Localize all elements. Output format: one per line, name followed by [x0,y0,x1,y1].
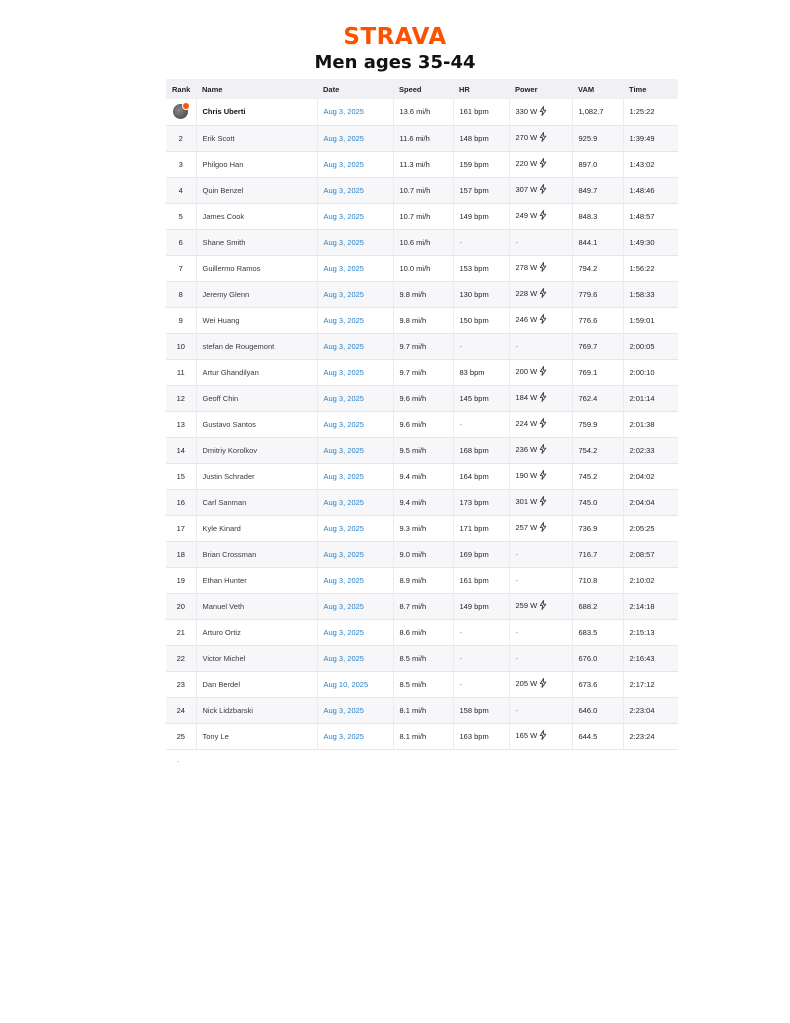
hr-cell: - [453,411,509,437]
athlete-name-link[interactable]: Kyle Kinard [196,515,317,541]
activity-date-link[interactable]: Aug 3, 2025 [317,203,393,229]
vam-cell: 769.7 [572,333,623,359]
table-row[interactable] [166,619,678,645]
power-value: - [515,341,518,351]
table-row[interactable] [166,593,678,619]
table-row[interactable] [166,463,678,489]
rank-cell: 12 [176,393,185,403]
athlete-name-link[interactable]: Victor Michel [196,645,317,671]
speed-cell: 11.6 mi/h [393,125,453,151]
athlete-name-link[interactable]: Dan Berdel [196,671,317,697]
athlete-name-link[interactable]: Justin Schrader [196,463,317,489]
athlete-name-link[interactable]: Carl Sanman [196,489,317,515]
table-row[interactable] [166,671,678,697]
table-row[interactable] [166,125,678,151]
time-cell: 1:43:02 [623,151,678,177]
vam-cell: 849.7 [572,177,623,203]
vam-cell: 676.0 [572,645,623,671]
power-value: - [515,549,518,559]
power-cell [509,333,572,359]
rank-cell [166,99,196,125]
time-cell: 2:23:04 [623,697,678,723]
athlete-name-link[interactable]: Jeremy Glenn [196,281,317,307]
power-value: 301 W [515,496,538,506]
time-cell: 2:02:33 [623,437,678,463]
speed-cell: 9.7 mi/h [393,333,453,359]
power-value: 259 W [515,600,538,610]
power-value: 228 W [515,288,538,298]
divider [177,761,179,762]
vam-cell: 683.5 [572,619,623,645]
lightning-bolt-icon [539,522,547,534]
table-row[interactable] [166,515,678,541]
power-value: 249 W [515,210,538,220]
lightning-bolt-icon [539,444,547,456]
power-value: - [515,653,518,663]
time-cell: 2:01:38 [623,411,678,437]
speed-cell: 9.5 mi/h [393,437,453,463]
time-cell: 2:04:02 [623,463,678,489]
speed-cell: 9.8 mi/h [393,281,453,307]
power-value: 205 W [515,678,538,688]
activity-date-link[interactable]: Aug 3, 2025 [317,307,393,333]
time-cell: 2:14:18 [623,593,678,619]
power-cell [509,359,572,385]
vam-cell: 762.4 [572,385,623,411]
power-cell [509,567,572,593]
activity-date-link[interactable]: Aug 3, 2025 [317,177,393,203]
lightning-bolt-icon [539,418,547,430]
speed-cell: 9.3 mi/h [393,515,453,541]
athlete-name-link[interactable]: Artur Ghandilyan [196,359,317,385]
athlete-name-link[interactable]: James Cook [196,203,317,229]
speed-cell: 8.1 mi/h [393,697,453,723]
vam-cell: 844.1 [572,229,623,255]
speed-cell: 9.4 mi/h [393,489,453,515]
lightning-bolt-icon [539,106,547,118]
time-cell: 1:49:30 [623,229,678,255]
time-cell: 1:58:33 [623,281,678,307]
hr-cell: 157 bpm [453,177,509,203]
hr-cell: 153 bpm [453,255,509,281]
vam-cell: 716.7 [572,541,623,567]
activity-date-link[interactable]: Aug 3, 2025 [317,463,393,489]
hr-cell: - [453,645,509,671]
speed-cell: 13.6 mi/h [393,99,453,125]
activity-date-link[interactable]: Aug 3, 2025 [317,411,393,437]
time-cell: 1:25:22 [623,99,678,125]
table-row[interactable] [166,151,678,177]
athlete-name-link[interactable]: Philgoo Han [196,151,317,177]
vam-cell: 848.3 [572,203,623,229]
time-cell: 2:00:05 [623,333,678,359]
rank-cell: 22 [176,653,185,663]
leaderboard-body [166,99,678,749]
power-cell [509,385,572,411]
hr-cell: 171 bpm [453,515,509,541]
power-cell [509,515,572,541]
activity-date-link[interactable]: Aug 3, 2025 [317,567,393,593]
vam-cell: 759.9 [572,411,623,437]
power-cell [509,307,572,333]
table-row[interactable] [166,437,678,463]
hr-cell: 169 bpm [453,541,509,567]
header-name: Name [202,84,223,94]
table-header-row [166,79,678,99]
power-cell [509,541,572,567]
speed-cell: 10.7 mi/h [393,177,453,203]
vam-cell: 794.2 [572,255,623,281]
table-row[interactable] [166,177,678,203]
activity-date-link[interactable]: Aug 3, 2025 [317,125,393,151]
athlete-name-link[interactable]: Tony Le [196,723,317,749]
power-cell [509,99,572,125]
activity-date-link[interactable]: Aug 3, 2025 [317,437,393,463]
time-cell: 1:48:57 [623,203,678,229]
rank-cell: 9 [178,315,183,325]
power-cell [509,489,572,515]
table-row[interactable] [166,229,678,255]
header-time: Time [629,84,647,94]
power-value: 246 W [515,314,538,324]
time-cell: 2:23:24 [623,723,678,749]
lightning-bolt-icon [539,184,547,196]
hr-cell: - [453,333,509,359]
table-row[interactable] [166,567,678,593]
time-cell: 1:59:01 [623,307,678,333]
power-value: 257 W [515,522,538,532]
rank-cell: 13 [176,419,185,429]
power-value: - [515,237,518,247]
vam-cell: 776.6 [572,307,623,333]
time-cell: 2:15:13 [623,619,678,645]
hr-cell: 168 bpm [453,437,509,463]
hr-cell: 83 bpm [453,359,509,385]
hr-cell: - [453,619,509,645]
lightning-bolt-icon [539,314,547,326]
vam-cell: 897.0 [572,151,623,177]
hr-cell: 158 bpm [453,697,509,723]
athlete-name-link[interactable]: Chris Uberti [196,99,317,125]
power-value: 220 W [515,158,538,168]
power-value: 236 W [515,444,538,454]
power-cell [509,697,572,723]
power-cell [509,125,572,151]
rank-cell: 5 [178,211,183,221]
speed-cell: 8.5 mi/h [393,645,453,671]
vam-cell: 688.2 [572,593,623,619]
header-vam: VAM [578,84,595,94]
rank-cell: 23 [176,679,185,689]
power-cell [509,229,572,255]
speed-cell: 8.1 mi/h [393,723,453,749]
activity-date-link[interactable]: Aug 3, 2025 [317,619,393,645]
time-cell: 2:05:25 [623,515,678,541]
time-cell: 2:16:43 [623,645,678,671]
table-row[interactable] [166,333,678,359]
lightning-bolt-icon [539,366,547,378]
activity-date-link[interactable]: Aug 10, 2025 [317,671,393,697]
hr-cell: - [453,229,509,255]
vam-cell: 769.1 [572,359,623,385]
speed-cell: 9.0 mi/h [393,541,453,567]
activity-date-link[interactable]: Aug 3, 2025 [317,255,393,281]
power-cell [509,437,572,463]
athlete-name-link[interactable]: Arturo Ortiz [196,619,317,645]
power-value: 165 W [515,730,538,740]
speed-cell: 8.5 mi/h [393,671,453,697]
speed-cell: 9.7 mi/h [393,359,453,385]
power-cell [509,255,572,281]
activity-date-link[interactable]: Aug 3, 2025 [317,99,393,125]
speed-cell: 8.6 mi/h [393,619,453,645]
table-row[interactable] [166,541,678,567]
power-value: 330 W [515,106,538,116]
hr-cell: 149 bpm [453,593,509,619]
speed-cell: 9.6 mi/h [393,411,453,437]
vam-cell: 745.2 [572,463,623,489]
power-value: 307 W [515,184,538,194]
rank-cell: 17 [176,523,185,533]
vam-cell: 745.0 [572,489,623,515]
rank-cell: 2 [178,133,183,143]
power-cell [509,645,572,671]
rank-cell: 14 [176,445,185,455]
time-cell: 2:04:04 [623,489,678,515]
avatar-icon[interactable] [173,104,188,119]
activity-date-link[interactable]: Aug 3, 2025 [317,281,393,307]
rank-cell: 10 [176,341,185,351]
hr-cell: 149 bpm [453,203,509,229]
speed-cell: 9.4 mi/h [393,463,453,489]
power-cell [509,177,572,203]
table-row[interactable] [166,385,678,411]
rank-cell: 21 [176,627,185,637]
time-cell: 2:00:10 [623,359,678,385]
vam-cell: 779.6 [572,281,623,307]
vam-cell: 710.8 [572,567,623,593]
strava-logo: STRAVA [343,24,447,50]
rank-cell: 3 [178,159,183,169]
power-value: - [515,627,518,637]
table-row[interactable] [166,281,678,307]
rank-cell: 7 [178,263,183,273]
lightning-bolt-icon [539,288,547,300]
athlete-name-link[interactable]: Dmitriy Korolkov [196,437,317,463]
activity-date-link[interactable]: Aug 3, 2025 [317,515,393,541]
activity-date-link[interactable]: Aug 3, 2025 [317,489,393,515]
badge-dot [182,102,190,110]
athlete-name-link[interactable]: Brian Crossman [196,541,317,567]
power-value: - [515,705,518,715]
header-power: Power [515,84,538,94]
header-speed: Speed [399,84,422,94]
athlete-name-link[interactable]: stefan de Rougemont [196,333,317,359]
lightning-bolt-icon [539,132,547,144]
lightning-bolt-icon [539,678,547,690]
power-value: 200 W [515,366,538,376]
activity-date-link[interactable]: Aug 3, 2025 [317,593,393,619]
rank-cell: 4 [178,185,183,195]
hr-cell: 164 bpm [453,463,509,489]
vam-cell: 754.2 [572,437,623,463]
hr-cell: 173 bpm [453,489,509,515]
lightning-bolt-icon [539,730,547,742]
vam-cell: 673.6 [572,671,623,697]
speed-cell: 8.7 mi/h [393,593,453,619]
power-cell [509,619,572,645]
vam-cell: 646.0 [572,697,623,723]
hr-cell: 145 bpm [453,385,509,411]
power-cell [509,723,572,749]
power-value: 184 W [515,392,538,402]
table-row[interactable] [166,645,678,671]
power-cell [509,203,572,229]
hr-cell: 161 bpm [453,567,509,593]
time-cell: 2:01:14 [623,385,678,411]
power-cell [509,671,572,697]
athlete-name-link[interactable]: Guillermo Ramos [196,255,317,281]
hr-cell: - [453,671,509,697]
speed-cell: 9.6 mi/h [393,385,453,411]
lightning-bolt-icon [539,158,547,170]
time-cell: 1:56:22 [623,255,678,281]
rank-cell: 18 [176,549,185,559]
hr-cell: 150 bpm [453,307,509,333]
time-cell: 2:17:12 [623,671,678,697]
vam-cell: 1,082.7 [572,99,623,125]
lightning-bolt-icon [539,392,547,404]
table-row[interactable] [166,359,678,385]
athlete-name-link[interactable]: Shane Smith [196,229,317,255]
activity-date-link[interactable]: Aug 3, 2025 [317,645,393,671]
header-hr: HR [459,84,470,94]
speed-cell: 11.3 mi/h [393,151,453,177]
header-date: Date [323,84,340,94]
athlete-name-link[interactable]: Quin Benzel [196,177,317,203]
athlete-name-link[interactable]: Erik Scott [196,125,317,151]
power-cell [509,593,572,619]
power-value: 270 W [515,132,538,142]
power-cell [509,411,572,437]
header-rank: Rank [172,84,191,94]
hr-cell: 163 bpm [453,723,509,749]
rank-cell: 8 [178,289,183,299]
power-value: 190 W [515,470,538,480]
table-row[interactable] [166,203,678,229]
speed-cell: 10.6 mi/h [393,229,453,255]
time-cell: 1:39:49 [623,125,678,151]
activity-date-link[interactable]: Aug 3, 2025 [317,697,393,723]
activity-date-link[interactable]: Aug 3, 2025 [317,333,393,359]
power-cell [509,151,572,177]
time-cell: 1:48:46 [623,177,678,203]
time-cell: 2:08:57 [623,541,678,567]
vam-cell: 736.9 [572,515,623,541]
athlete-name-link[interactable]: Gustavo Santos [196,411,317,437]
table-row[interactable] [166,255,678,281]
lightning-bolt-icon [539,600,547,612]
power-cell [509,463,572,489]
time-cell: 2:10:02 [623,567,678,593]
power-value: 224 W [515,418,538,428]
hr-cell: 159 bpm [453,151,509,177]
page-title: Men ages 35-44 [314,52,476,73]
rank-cell: 15 [176,471,185,481]
power-value: - [515,575,518,585]
power-cell [509,281,572,307]
athlete-name-link[interactable]: Manuel Veth [196,593,317,619]
rank-cell: 6 [178,237,183,247]
power-value: 278 W [515,262,538,272]
athlete-name-link[interactable]: Wei Huang [196,307,317,333]
table-row[interactable] [166,723,678,749]
athlete-name-link[interactable]: Nick Lidzbarski [196,697,317,723]
athlete-name-link[interactable]: Geoff Chin [196,385,317,411]
athlete-name-link[interactable]: Ethan Hunter [196,567,317,593]
activity-date-link[interactable]: Aug 3, 2025 [317,723,393,749]
activity-date-link[interactable]: Aug 3, 2025 [317,385,393,411]
leaderboard-table [166,79,678,750]
rank-cell: 19 [176,575,185,585]
speed-cell: 8.9 mi/h [393,567,453,593]
activity-date-link[interactable]: Aug 3, 2025 [317,229,393,255]
lightning-bolt-icon [539,210,547,222]
speed-cell: 10.0 mi/h [393,255,453,281]
rank-cell: 24 [176,705,185,715]
activity-date-link[interactable]: Aug 3, 2025 [317,359,393,385]
table-row[interactable] [166,307,678,333]
hr-cell: 148 bpm [453,125,509,151]
vam-cell: 644.5 [572,723,623,749]
hr-cell: 161 bpm [453,99,509,125]
hr-cell: 130 bpm [453,281,509,307]
speed-cell: 10.7 mi/h [393,203,453,229]
activity-date-link[interactable]: Aug 3, 2025 [317,151,393,177]
activity-date-link[interactable]: Aug 3, 2025 [317,541,393,567]
table-row[interactable] [166,697,678,723]
lightning-bolt-icon [539,496,547,508]
speed-cell: 9.8 mi/h [393,307,453,333]
rank-cell: 20 [176,601,185,611]
table-row[interactable] [166,99,678,125]
table-row[interactable] [166,411,678,437]
rank-cell: 11 [176,367,185,377]
table-row[interactable] [166,489,678,515]
rank-cell: 16 [176,497,185,507]
lightning-bolt-icon [539,262,547,274]
lightning-bolt-icon [539,470,547,482]
vam-cell: 925.9 [572,125,623,151]
rank-cell: 25 [176,731,185,741]
